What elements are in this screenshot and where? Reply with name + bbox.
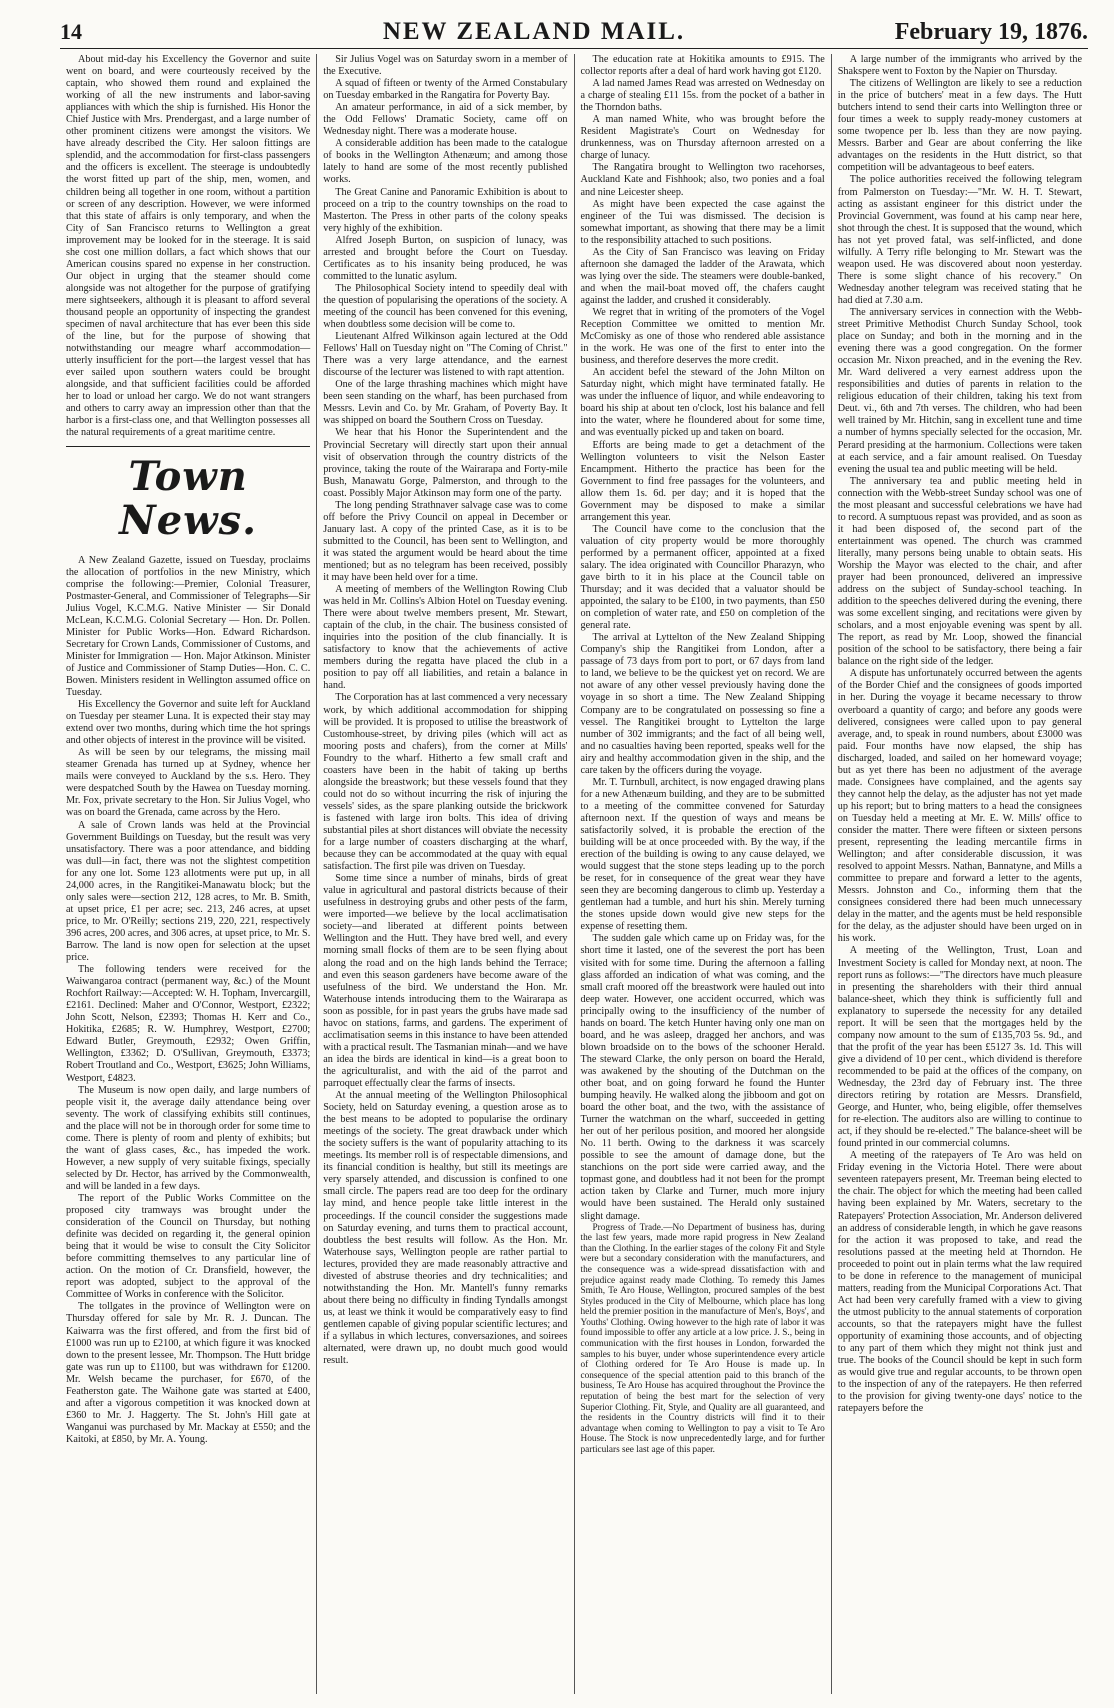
news-paragraph: A meeting of members of the Wellington Rowing Club was held in Mr. Collins's Albion Hotel on Tuesday evening. There were about twelve members present, Mr. Stewart, captain of the club, in the chair. The business consisted of inquiries into the position of the club financially. It is satisfactory to know that the achievements of active members during the regatta have placed the club in a position to pay off all liabilities, and retain a balance in hand. — [323, 584, 568, 692]
news-paragraph: Efforts are being made to get a detachment of the Wellington volunteers to visit the Nelson Easter Encampment. Hitherto the practice has been for the Government to find free passages for the volunteers, and allow them 1s. 6d. per day; and it is hoped that the Government may be disposed to make a similar arrangement this year. — [580, 439, 825, 523]
news-paragraph: The Rangatira brought to Wellington two racehorses, Auckland Kate and Fishhook; also, two ponies and a foal and nine Leicester sheep. — [580, 162, 825, 198]
article-columns — [60, 54, 1088, 1694]
news-paragraph: A meeting of the ratepayers of Te Aro was held on Friday evening in the Victoria Hotel. There were about seventeen ratepayers present, Mr. Treeman being elected to the chair. The object for which the meeting had been called having been explained by Mr. Waters, secretary to the Ratepayers' Protection Association, Mr. Anderson delivered an address of considerable length, in which he gave reasons for the action it was proposed to take, and read the resolutions passed at the meeting held at Thorndon. He proceeded to point out in plain terms what the law required to be done in reference to the management of municipal matters, reading from the Municipal Corporations Act. That Act had been very carefully framed with a view to giving the utmost publicity to the annual statements of corporation accounts, so that the ratepayers might have the fullest opportunity of examining those accounts, and of objecting to any part of them which they might not think just and true. The books of the Council should be kept in such form as would give true and regular accounts, to be thrown open to the inspection of any of the ratepayers. He then referred to the provision for giving twenty-one days' notice to the ratepayers before the — [837, 1150, 1082, 1415]
page-number: 14 — [60, 19, 82, 44]
news-paragraph: The arrival at Lyttelton of the New Zealand Shipping Company's ship the Rangitikei from London, after a passage of 73 days from port to port, or 67 days from land to land, we believe to be the quickest yet on record. We are not aware of any other vessel previously having done the voyage in so short a time. The New Zealand Shipping Company are to be congratulated on possessing so fine a vessel. The Rangitikei brought to Lyttelton the large number of 302 immigrants; and the fact of all being well, and no casualties having been reported, speaks well for the airy and healthy accommodation given in the ship, and the care taken by the officers during the voyage. — [580, 632, 825, 776]
newspaper-title: NEW ZEALAND MAIL. — [382, 18, 686, 45]
section-heading: Town News. — [119, 452, 258, 544]
issue-date: February 19, 1876. — [894, 19, 1088, 45]
news-paragraph: We regret that in writing of the promoters of the Vogel Reception Committee we omitted to mention Mr. McComisky as one of those who rendered able assistance in the work. He was one of the first to enter into the business, and therefore deserves the more credit. — [580, 306, 825, 367]
news-paragraph: A considerable addition has been made to the catalogue of books in the Wellington Athenæum; and among those lately to hand are some of the most recently published works. — [323, 138, 568, 186]
news-paragraph: Lieutenant Alfred Wilkinson again lectured at the Odd Fellows' Hall on Tuesday night on "The Coming of Christ." There was a very large attendance, and the earnest discourse of the lecturer was listened to with rapt attention. — [323, 331, 568, 379]
news-paragraph: The long pending Strathnaver salvage case was to come off before the Privy Council on appeal in December or January last. A copy of the printed Case, as it is to be submitted to the Council, has been sent to Wellington, and it was stated the argument would be heard about the time mentioned; but as no telegram has been received, possibly it may have been held over for a time. — [323, 499, 568, 584]
news-paragraph: The anniversary tea and public meeting held in connection with the Webb-street Sunday school was one of the most pleasant and successful celebrations we have had to record. A sumptuous repast was provided, and as soon as it had been disposed of, the second part of the entertainment was opened. The church was crammed literally, many persons being unable to obtain seats. His Worship the Mayor was elected to the chair, and after prayer had been pronounced, delivered an impressive address on the subject of Sunday-school teaching. In addition to the speeches delivered during the evening, there was some excellent singing, and recitations were given by scholars, and a most enjoyable evening was spent by all. The report, as read by Mr. Loop, showed the financial position of the school to be satisfactory, there being a fair balance on the right side of the ledger. — [837, 475, 1082, 668]
news-paragraph: His Excellency the Governor and suite left for Auckland on Tuesday per steamer Luna. It is expected their stay may extend over two months, during which time the hot springs and other objects of interest in the province will be visited. — [66, 699, 311, 747]
column-4 — [832, 54, 1088, 1694]
news-paragraph: The Museum is now open daily, and large numbers of people visit it, the average daily attendance being over seventy. The work of classifying exhibits still continues, and the place will not be in thorough order for some time to come. There is plenty of room and plenty of exhibits; but the want of glass cases, &c., has impeded the work. However, a new supply of very suitable fixings, specially selected by Dr. Hector, has arrived by the Commonwealth, and will be landed in a few days. — [66, 1084, 311, 1192]
column-3 — [575, 54, 832, 1694]
news-paragraph: The following tenders were received for the Waiwangaroa contract (permanent way, &c.) of the Mount Rochfort Railway:—Accepted: W. H. Topham, Invercargill, £2161. Declined: Maher and O'Connor, Westport, £2322; John Scott, Nelson, £2393; Thomas H. Kerr and Co., Hokitika, £2685; R. W. Humphrey, Westport, £2700; Edward Butler, Greymouth, £2932; Owen Griffin, Wellington, £3362; D. O'Sullivan, Greymouth, £3373; Robert Troutland and Co., Westport, £3625; John Williams, Westport, £4823. — [66, 964, 311, 1084]
news-paragraph: A lad named James Read was arrested on Wednesday on a charge of stealing £11 15s. from the pocket of a bather in the Thorndon baths. — [580, 78, 825, 114]
news-paragraph: Sir Julius Vogel was on Saturday sworn in a member of the Executive. — [323, 54, 568, 78]
news-paragraph: Alfred Joseph Burton, on suspicion of lunacy, was arrested and brought before the Court on Tuesday. Certificates as to his insanity being produced, he was committed to the lunatic asylum. — [323, 234, 568, 282]
news-paragraph: A sale of Crown lands was held at the Provincial Government Buildings on Tuesday, but the result was very unsatisfactory. There was a poor attendance, and bidding was dull—in fact, there was not the slightest competition for any one lot. Some 123 allotments were put up, in all 24,000 acres, in the Rangitikei-Manawatu block; but the only sales were—section 212, 128 acres, to Mr. B. Smith, at upset price, £1 per acre; sec. 213, 246 acres, at upset price, to Mr. O'Reilly; sections 219, 220, 221, respectively 396 acres, 200 acres, and 306 acres, at upset price, to Mr. S. Barrow. The land is now open for selection at the upset price. — [66, 819, 311, 964]
news-paragraph: A squad of fifteen or twenty of the Armed Constabulary on Tuesday embarked in the Rangatira for Poverty Bay. — [323, 78, 568, 102]
news-paragraph: The anniversary services in connection with the Webb-street Primitive Methodist Church Sunday School, took place on Sunday; and both in the morning and in the evening there was a good congregation. On the former occasion Mr. Nixon preached, and in the evening the Rev. Mr. Ward delivered a very earnest address upon the responsibilities and duties of parents in relation to the religious education of their children, taking his text from Deut. vi., 6th and 7th verses. The children, who had been well trained by Mr. Hitchin, sang in excellent tune and time a number of hymns specially selected for the occasion, Mr. Perard presiding at the harmonium. Collections were taken at each service, and a fair amount realised. On Tuesday evening the usual tea and public meeting will be held. — [837, 306, 1082, 475]
masthead — [60, 18, 1088, 49]
advertorial-notice — [581, 1223, 825, 1456]
news-paragraph: The sudden gale which came up on Friday was, for the short time it lasted, one of the severest the port has been visited with for some time. During the afternoon a falling glass afforded an indication of what was coming, and the small craft moored off the breastwork were hauled out into deep water. However, one accident occurred, which was principally owing to the insufficiency of the number of hands on board. The ketch Hunter having only one man on board, and he was asleep, dragged her anchors, and was blown broadside on to the bows of the schooner Herald. The steward Clarke, the only person on board the Herald, was awakened by the shouting of the Dutchman on the other boat, and on going forward he found the Hunter bumping heavily. He walked along the jibboom and got on board the other boat, and the two, with the assistance of Turner the watchman on the wharf, succeeded in getting her out of her perilous position, and moored her alongside No. 11 berth. Owing to the darkness it was scarcely possible to see the amount of damage done, but the stanchions on the port side were carried away, and the topmast gone, and doubtless had it not been for the prompt action taken by Clarke and Turner, much more injury would have been sustained. The Herald only sustained slight damage. — [580, 933, 825, 1222]
column-3-items — [581, 54, 825, 1223]
column-1 — [60, 54, 317, 1694]
news-paragraph: About mid-day his Excellency the Governor and suite went on board, and were courteously received by the captain, who showed them round and explained the working of all the new instruments and labor-saving appliances with which the ship is furnished. His Honor the Chief Justice with Mrs. Prendergast, and a large number of other prominent citizens were amongst the visitors. We have already described the City. Her saloon fittings are splendid, and the accommodation for first-class passengers and the officers is excellent. The steerage is undoubtedly the worst fitted up part of the ship, men, women, and children being all together in one room, without a partition or screen of any description. However, we were informed that this state of affairs is only temporary, and when the City of San Francisco returns to Wellington a great improvement may be looked for in the steerage. It is said she cost one million dollars, a fact which shows that our American cousins spared no expense in her construction. Our object in urging that the steamer should come alongside was not altogether for the purpose of gratifying mere sightseekers, although it is pleasant to afford several thousand people an opportunity of inspecting the grandest specimen of naval architecture that has ever been this side of the line, but for the purpose of showing that notwithstanding our meagre wharf accommodation—utterly insufficient for the port—the largest vessel that has ever sailed upon southern waters could be brought alongside, and that sufficient facilities could be afforded her to load or unload her cargo. We do not want strangers and others to carry away an impression other than that the harbor is a first-class one, and that Wellington possesses all the natural requirements of a great maritime centre. — [66, 54, 311, 439]
news-paragraph: The tollgates in the province of Wellington were on Thursday offered for sale by Mr. R. J. Duncan. The Kaiwarra was the first offered, and from the first bid of £1000 was run up to £2100, at which figure it was knocked down to the present lessee, Mr. Thompson. The Hutt bridge gate was run up to £1100, but was withdrawn for £1200. Mr. Welsh became the purchaser, for £670, of the Featherston gate. The Waihone gate was started at £400, and after a vigorous competition it was knocked down at £360 to Mr. J. Haggerty. The St. John's Hill gate at Wanganui was purchased by Mr. Mackay at £550; and the Kaitoki, at £850, by Mr. A. Young. — [66, 1301, 311, 1445]
news-paragraph: A dispute has unfortunately occurred between the agents of the Border Chief and the consignees of goods imported in her. During the voyage it became necessary to throw overboard a quantity of cargo; and before any goods were delivered, consignees were called upon to pay general average, and, to speak in round numbers, about £3000 was paid. Four months have now elapsed, the ship has discharged, loaded, and sailed on her homeward voyage; but as yet there has been no adjustment of the average made. Consignees have complained, and the agents say they cannot help the delay, as the adjuster has not yet made up his report; but to bring matters to a head the consignees on Tuesday held a meeting at Mr. E. W. Mills' office to consider the matter. There were fifteen or sixteen persons present, representing the leading mercantile firms in Wellington; and after considerable discussion, it was resolved to appoint Messrs. Nathan, Bannatyne, and Mills a committee to prepare and forward a letter to the agents, Messrs. Johnston and Co., informing them that the consignees considered there had been much unnecessary delay in the matter, and the agents must be held responsible for the delay, as the adjuster should have been urged on in his work. — [837, 668, 1082, 945]
column-4-items — [838, 54, 1082, 1415]
news-paragraph: An amateur performance, in aid of a sick member, by the Odd Fellows' Dramatic Society, came off on Wednesday night. There was a moderate house. — [323, 102, 568, 138]
news-paragraph: One of the large thrashing machines which might have been seen standing on the wharf, has been purchased from Messrs. Levin and Co. by Mr. Graham, of Poverty Bay. It was shipped on board the Southern Cross on Tuesday. — [323, 379, 568, 427]
column-1-lead-story — [66, 54, 310, 440]
news-paragraph: As will be seen by our telegrams, the missing mail steamer Grenada has turned up at Sydney, whence her mails were conveyed to Auckland by the s.s. Hero. They were despatched South by the Hawea on Tuesday morning. Mr. Fox, private secretary to the Hon. Sir Julius Vogel, who was on board the Grenada, came across by the Hero. — [66, 747, 311, 819]
news-paragraph: Progress of Trade.—No Department of business has, during the last few years, made more rapid progress in New Zealand than the Clothing. In the earlier stages of the colony Fit and Style were but a secondary consideration with the manufacturers, and the consequence was a wide-spread dissatisfaction with and prejudice against ready made Clothing. To remedy this James Smith, Te Aro House, Wellington, procured samples of the best Styles produced in the City of Melbourne, which place has long held the premier position in the manufacture of Men's, Boys', and Youths' Clothing. Owing however to the high rate of labor it was found impossible to offer any article at a low price. J. S., being in communication with the first houses in London, forwarded the samples to his buyer, under whose superintendence every article of Clothing ordered for Te Aro House is made up. In consequence of the special attention paid to this branch of the business, Te Aro House has acquired throughout the Province the reputation of being the best mart for the selection of very Superior Clothing. Fit, Style, and Quality are all guaranteed, and the residents in the Country districts will find it to their advantage when coming to Wellington to pay a visit to Te Aro House. The Stock is now unprecedentedly large, and for further particulars see last age of this paper. — [580, 1222, 825, 1456]
news-paragraph: A large number of the immigrants who arrived by the Shakspere went to Foxton by the Napier on Thursday. — [837, 54, 1082, 78]
news-paragraph: A meeting of the Wellington, Trust, Loan and Investment Society is called for Monday next, at noon. The report runs as follows:—"The directors have much pleasure in presenting the shareholders with their third annual balance-sheet, which they think is sufficiently full and explanatory to supersede the necessity for any detailed report. It will be seen that the mortgages held by the company now amount to the sum of £135,703 5s. 9d., and that the profit of the year has been £5127 3s. 1d. This will give a dividend of 10 per cent., which dividend is therefore recommended to be paid at the offices of the company, on Wednesday, the 23rd day of February inst. The three directors retiring by rotation are Messrs. Dransfield, George, and Hunter, who, being eligible, offer themselves for re-election. The auditors also are willing to continue to act, if they should be re-elected." The balance-sheet will be found printed in our commercial columns. — [837, 945, 1082, 1150]
section-divider — [66, 446, 310, 447]
town-news-items — [66, 555, 310, 1446]
news-paragraph: As might have been expected the case against the engineer of the Tui was dismissed. The decision is somewhat important, as showing that there may be a limit to the responsibility attached to such positions. — [580, 198, 825, 246]
news-paragraph: Mr. T. Turnbull, architect, is now engaged drawing plans for a new Athenæum building, and they are to be submitted to a meeting of the committee convened for Saturday afternoon next. If the question of ways and means be satisfactorily solved, it is probable the erection of the building will be at once proceeded with. By the way, if the erection of the building is owing to any cause delayed, we would suggest that the stone steps leading up to the porch be reset, for in consequence of the great wear they have seen they are becoming dangerous to climb up. Yesterday a gentleman had a tumble, and hurt his shin. Merely turning the stones upside down would give new steps for the expense of resetting them. — [580, 776, 825, 933]
news-paragraph: The report of the Public Works Committee on the proposed city tramways was brought under the consideration of the Council on Thursday, but nothing definite was decided on regarding it, the general opinion being that it would be wise to consult the City Solicitor before committing themselves to any particular line of action. On the motion of Cr. Dransfield, however, the report was adopted, subject to the approval of the Committee of Works in conference with the Solicitor. — [66, 1192, 311, 1301]
news-paragraph: The Council have come to the conclusion that the valuation of city property would be more thoroughly performed by a permanent officer, appointed at a fixed salary. The idea originated with Councillor Pharazyn, who gave birth to it in his place at the Council table on Thursday; and it was decided that a valuator should be appointed, the salary to be £100, in two payments, than £50 on completion of water rate, and £50 on completion of the general rate. — [580, 523, 825, 632]
column-2-items — [323, 54, 567, 1367]
news-paragraph: The education rate at Hokitika amounts to £915. The collector reports after a deal of hard work having got £120. — [580, 54, 825, 78]
news-paragraph: The Corporation has at last commenced a very necessary work, by which additional accommodation for shipping will be provided. It is proposed to utilise the breastwork of Customhouse-street, by driving piles (which will act as mooring posts and chafers), from the corner at Mills' Foundry to the wharf. Hitherto a few small craft and coasters have been in the habit of taking up berths alongside the breastwork; but these vessels found that they could not do so without incurring the risk of injuring the vessels' sides, as the spare planking outside the brickwork is fastened with large iron bolts. This idea of driving substantial piles at short distances will obviate the necessity for a large number of coasters discharging at the wharf, because they can be accommodated at the quay with equal satisfaction. The first pile was driven on Tuesday. — [323, 692, 568, 873]
news-paragraph: A man named White, who was brought before the Resident Magistrate's Court on Wednesday for drunkenness, was on Thursday afternoon arrested on a charge of lunacy. — [580, 114, 825, 162]
news-paragraph: As the City of San Francisco was leaving on Friday afternoon she damaged the ladder of the Arawata, which was lying over the side. The steamers were double-banked, and when the mail-boat moved off, the chafers caught against the ladder, and crushed it considerably. — [580, 246, 825, 306]
news-paragraph: Some time since a number of minahs, birds of great value in agricultural and pastoral districts because of their usefulness in destroying grubs and other pests of the farm, were imported—we believe by the local acclimatisation society—and liberated at different points between Wellington and the Hutt. They have bred well, and every morning small flocks of them are to be seen flying about along the road and on the high lands behind the Terrace; and even this season gardeners have become aware of the usefulness of the bird. We understand the Hon. Mr. Waterhouse intends introducing them to the Wairarapa as soon as possible, for in past years the grubs have made sad havoc on stations, farms, and gardens. The experiment of acclimatisation seems in this instance to have been attended with a practical result. The Tasmanian minah—and we have an idea the birds are identical in kind—is a great boon to the agriculturalist, and with the aid of the parrot and parroquet effectually clear the farms of insects. — [323, 873, 568, 1089]
news-paragraph: The Philosophical Society intend to speedily deal with the question of popularising the operations of the society. A meeting of the council has been convened for this evening, when doubtless some decision will be come to. — [323, 282, 568, 331]
news-paragraph: The Great Canine and Panoramic Exhibition is about to proceed on a trip to the country townships on the road to Masterton. The Press in other parts of the colony speaks very highly of the exhibition. — [323, 186, 568, 234]
news-paragraph: The citizens of Wellington are likely to see a reduction in the price of butchers' meat in a few days. The Hutt butchers intend to send their carts into Wellington three or four times a week to supply ready-money customers at some twopence per lb. less than they are now paying. Messrs. Barber and Gear are about conferring the like advantages on the residents in the Hutt district, so that competition will be advantageous to beef eaters. — [837, 78, 1082, 174]
news-paragraph: An accident befel the steward of the John Milton on Saturday night, which might have terminated fatally. He was under the influence of liquor, and while endeavoring to board his ship at about ten o'clock, lost his balance and fell into the water, where he floundered about for some time, and was eventually picked up and taken on board. — [580, 367, 825, 439]
news-paragraph: At the annual meeting of the Wellington Philosophical Society, held on Saturday evening, a question arose as to the best means to be adopted to popularise the ordinary meetings of the society. The great drawback under which the society suffers is the want of popularity attaching to its meetings. Its member roll is of respectable dimensions, and its financial condition is healthy, but still its meetings are very sparsely attended, and discussion is confined to one small circle. The papers read are too deep for the ordinary lay mind, and hence people take little interest in the proceedings. If the council consider the suggestions made on Saturday evening, and turns them to practical account, doubtless the best results will follow. As the Hon. Mr. Waterhouse says, Wellington people are rather partial to lectures, provided they are made reasonably attractive and divested of abstruse theories and dry technicalities; and notwithstanding the Hon. Mr. Mantell's funny remarks about there being no difficulty in finding Tyndalls amongst us, at least we think it would be comparatively easy to find gentlemen capable of giving popular scientific lectures; and if a syllabus in which lectures, conversaziones, and soirees alternated, were drawn up, no doubt much good would result. — [323, 1090, 568, 1367]
news-paragraph: A New Zealand Gazette, issued on Tuesday, proclaims the allocation of portfolios in the new Ministry, which comprise the following:—Premier, Colonial Treasurer, Postmaster-General, and Commissioner of Telegraphs—Sir Julius Vogel, K.C.M.G. Native Minister — Sir Donald McLean, K.C.M.G. Colonial Secretary — Hon. Dr. Pollen. Minister for Public Works—Hon. Edward Richardson. Secretary for Crown Lands, Commissioner of Customs, and Minister for Immigration — Hon. Major Atkinson. Minister of Justice and Commissioner of Stamp Duties—Hon. C. C. Bowen. Ministers resident in Wellington assumed office on Tuesday. — [66, 554, 311, 699]
column-2 — [317, 54, 574, 1694]
news-paragraph: We hear that his Honor the Superintendent and the Provincial Secretary will directly start upon their annual visit of observation through the country districts of the province, taking the route of the Wairarapa and Forty-mile Bush, Manawatu Gorge, Palmerston, and through to the coast. Possibly Major Atkinson may form one of the party. — [323, 427, 568, 499]
news-paragraph: The police authorities received the following telegram from Palmerston on Tuesday:—"Mr. W. H. T. Stewart, acting as assistant engineer for this district under the Provincial Government, was found at his camp near here, shot through the chest. It is supposed that the wound, which has not yet proved fatal, was self-inflicted, and done wilfully. A Terry rifle belonging to Mr. Stewart was the weapon used. He was discovered about noon yesterday. There is some slight chance of his recovery." On Wednesday another telegram was received stating that he had died at 7.30 a.m. — [837, 174, 1082, 306]
